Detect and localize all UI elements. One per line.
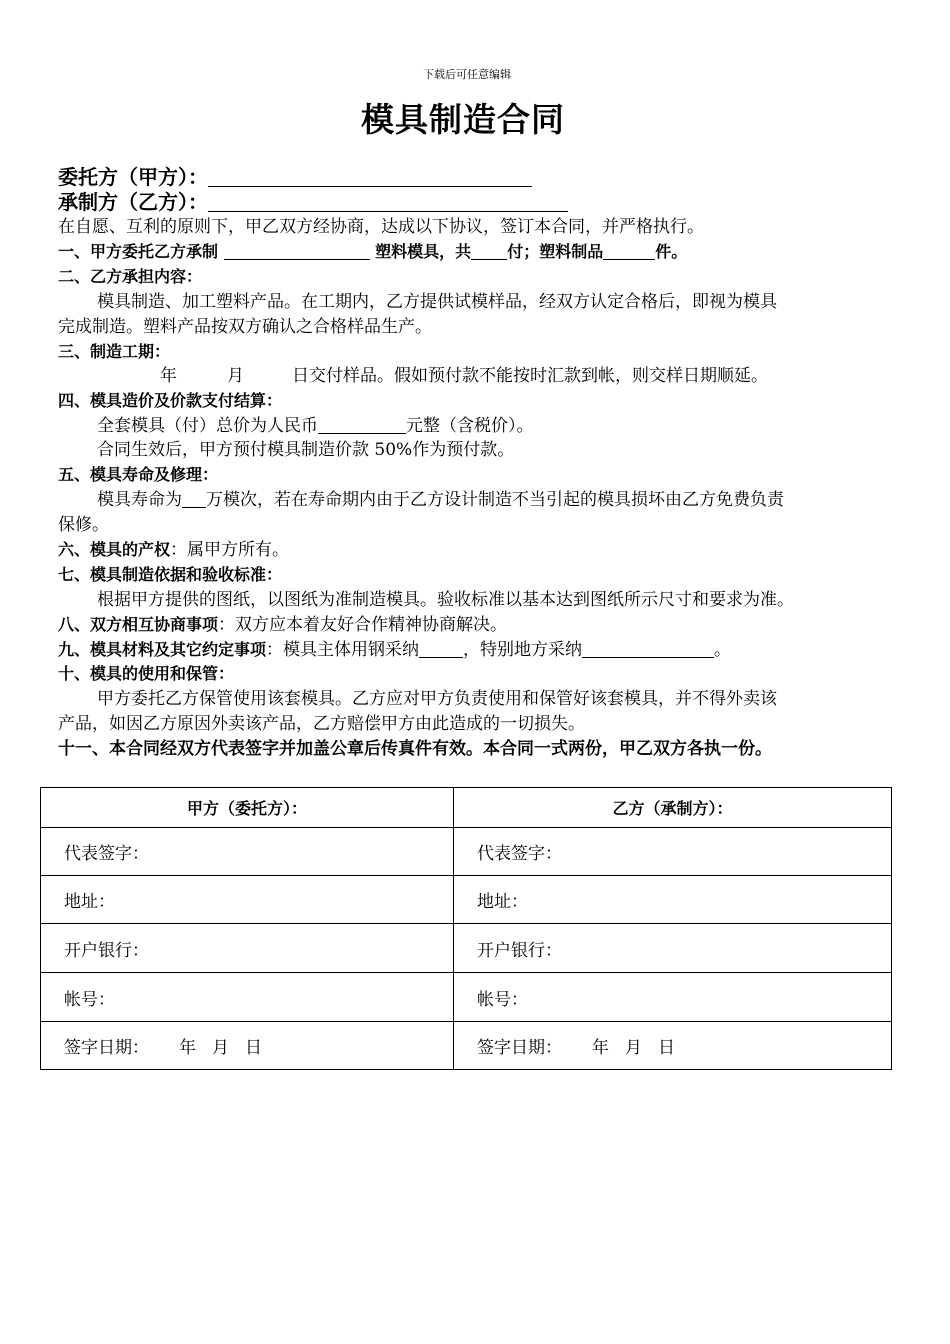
s1-blank-sets (471, 241, 507, 260)
party-b-line (58, 190, 568, 214)
page-title: 模具制造合同 (361, 100, 565, 139)
section-4-p2: 合同生效后，甲方预付模具制造价款 50%作为预付款。 (97, 440, 515, 460)
s9-heading: 九、模具材料及其它约定事项 (58, 640, 267, 659)
date-month: 月 (212, 1038, 229, 1058)
party-a-blank (208, 168, 532, 187)
section-7-heading: 七、模具制造依据和验收标准： (58, 565, 283, 584)
s8-text: ：双方应本着友好合作精神协商解决。 (218, 615, 508, 635)
s1-blank-mold (224, 241, 370, 260)
section-2-p1: 模具制造、加工塑料产品。在工期内，乙方提供试模样品，经双方认定合格后，即视为模具 (97, 292, 777, 312)
date-day: 日 (245, 1038, 262, 1058)
table-row (41, 1022, 892, 1070)
section-5-p1 (58, 488, 784, 512)
s6-text: ：属甲方所有。 (170, 540, 290, 560)
section-6 (58, 538, 289, 562)
section-4-p1 (58, 414, 534, 438)
date-day: 日 (658, 1038, 675, 1058)
s8-heading: 八、双方相互协商事项 (58, 615, 219, 634)
section-3-text (160, 364, 768, 388)
date-year: 年 (592, 1038, 609, 1058)
section-5-heading: 五、模具寿命及修理： (58, 465, 219, 484)
date-label: 签字日期： (477, 1038, 562, 1058)
s3-year: 年 (160, 366, 177, 386)
party-b-address-field[interactable]: 地址： (454, 876, 892, 924)
s9-blank-steel (419, 639, 463, 658)
signature-table-header (41, 788, 892, 828)
section-10-heading: 十、模具的使用和保管： (58, 664, 235, 683)
party-a-column-header: 甲方（委托方）： (41, 788, 454, 828)
section-5-p2: 保修。 (58, 515, 109, 535)
s6-heading: 六、模具的产权 (58, 540, 171, 559)
section-9 (58, 638, 731, 662)
section-7-p1: 根据甲方提供的图纸，以图纸为准制造模具。验收标准以基本达到图纸所示尺寸和要求为准。 (97, 590, 794, 610)
s1-text-c: 付；塑料制品 (507, 242, 604, 261)
party-b-date-field[interactable] (454, 1022, 892, 1070)
table-row (41, 828, 892, 876)
party-a-address-field[interactable]: 地址： (41, 876, 454, 924)
party-b-bank-field[interactable]: 开户银行： (454, 924, 892, 973)
s3-month: 月 (227, 366, 244, 386)
s4-text-b: 元整（含税价）。 (406, 416, 534, 436)
section-2-heading: 二、乙方承担内容： (58, 267, 203, 286)
section-2-p2: 完成制造。塑料产品按双方确认之合格样品生产。 (58, 317, 432, 337)
section-8 (58, 613, 507, 637)
party-b-label: 承制方（乙方）： (58, 190, 208, 214)
s5-blank-life (182, 489, 206, 508)
party-a-bank-field[interactable]: 开户银行： (41, 924, 454, 973)
s4-text-a: 全套模具（付）总价为人民币 (97, 416, 318, 436)
section-4-heading: 四、模具造价及价款支付结算： (58, 391, 283, 410)
party-a-signature-field[interactable]: 代表签字： (41, 828, 454, 876)
table-row (41, 924, 892, 973)
s4-blank-amount (318, 415, 406, 434)
date-month: 月 (625, 1038, 642, 1058)
signature-table (40, 787, 892, 1070)
s9-text-b: ，特别地方采纳 (463, 640, 583, 660)
party-b-column-header: 乙方（承制方）： (454, 788, 892, 828)
intro-text: 在自愿、互利的原则下，甲乙双方经协商，达成以下协议，签订本合同，并严格执行。 (58, 217, 704, 237)
section-3-heading: 三、制造工期： (58, 342, 171, 361)
s9-blank-special (582, 639, 714, 658)
section-1 (58, 240, 687, 264)
header-note: 下载后可任意编辑 (423, 68, 511, 81)
s1-text-a: 一、甲方委托乙方承制 (58, 242, 219, 261)
party-a-account-field[interactable]: 帐号： (41, 973, 454, 1022)
party-a-label: 委托方（甲方）： (58, 165, 208, 189)
date-year: 年 (179, 1038, 196, 1058)
table-row (41, 973, 892, 1022)
s1-blank-pieces (603, 241, 655, 260)
party-b-signature-field[interactable]: 代表签字： (454, 828, 892, 876)
s9-text-c: 。 (714, 640, 732, 660)
s1-text-d: 件。 (655, 242, 688, 261)
party-b-account-field[interactable]: 帐号： (454, 973, 892, 1022)
section-11: 十一、本合同经双方代表签字并加盖公章后传真件有效。本合同一式两份，甲乙双方各执一份。 (58, 739, 772, 759)
s5-text-a: 模具寿命为 (97, 490, 182, 510)
section-10-p2: 产品，如因乙方原因外卖该产品，乙方赔偿甲方由此造成的一切损失。 (58, 714, 585, 734)
party-a-line (58, 165, 532, 189)
party-b-blank (208, 193, 568, 212)
date-label: 签字日期： (64, 1038, 149, 1058)
s3-day-text: 日交付样品。假如预付款不能按时汇款到帐，则交样日期顺延。 (292, 366, 768, 386)
s9-text-a: ：模具主体用钢采纳 (266, 640, 420, 660)
party-a-date-field[interactable] (41, 1022, 454, 1070)
section-10-p1: 甲方委托乙方保管使用该套模具。乙方应对甲方负责使用和保管好该套模具，并不得外卖该 (97, 689, 777, 709)
s5-text-b: 万模次，若在寿命期内由于乙方设计制造不当引起的模具损坏由乙方免费负责 (206, 490, 784, 510)
table-row (41, 876, 892, 924)
s1-text-b: 塑料模具，共 (375, 242, 472, 261)
